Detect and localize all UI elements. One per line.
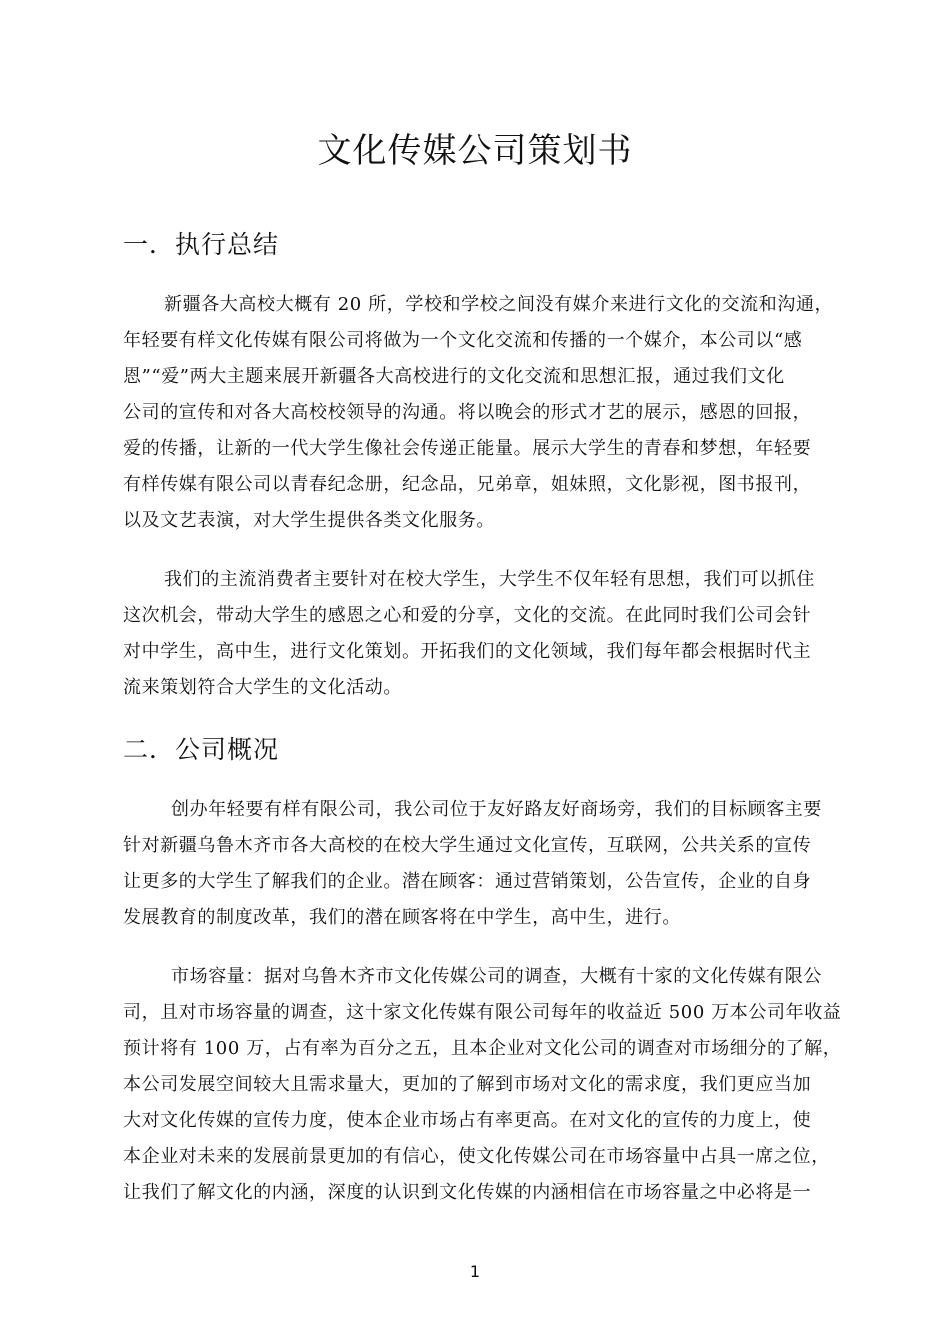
paragraph-line: 这次机会，带动大学生的感恩之心和爱的分享，文化的交流。在此同时我们公司会针 bbox=[123, 605, 812, 626]
paragraph-line: 创办年轻要有样有限公司，我公司位于友好路友好商场旁，我们的目标顾客主要 bbox=[171, 799, 822, 820]
paragraph-line: 发展教育的制度改革，我们的潜在顾客将在中学生，高中生，进行。 bbox=[123, 907, 681, 928]
paragraph-line: 市场容量：据对乌鲁木齐市文化传媒公司的调查，大概有十家的文化传媒有限公 bbox=[171, 966, 822, 987]
section-heading-executive-summary: 一．执行总结 bbox=[123, 230, 280, 259]
paragraph-line: 针对新疆乌鲁木齐市各大高校的在校大学生通过文化宣传，互联网，公共关系的宣传 bbox=[123, 835, 812, 856]
document-title: 文化传媒公司策划书 bbox=[317, 131, 633, 171]
paragraph-line: 恩”“爱”两大主题来展开新疆各大高校进行的文化交流和思想汇报，通过我们文化 bbox=[123, 366, 785, 387]
paragraph-line: 我们的主流消费者主要针对在校大学生，大学生不仅年轻有思想，我们可以抓住 bbox=[164, 569, 815, 590]
paragraph-line: 以及文艺表演，对大学生提供各类文化服务。 bbox=[123, 510, 495, 531]
paragraph-line: 大对文化传媒的宣传力度，使本企业市场占有率更高。在对文化的宣传的力度上，使 bbox=[123, 1110, 812, 1131]
paragraph-line: 新疆各大高校大概有 20 所，学校和学校之间没有媒介来进行文化的交流和沟通， bbox=[164, 294, 834, 315]
paragraph-line: 有样传媒有限公司以青春纪念册，纪念品，兄弟章，姐妹照，文化影视，图书报刊， bbox=[123, 474, 812, 495]
paragraph-line: 对中学生，高中生，进行文化策划。开拓我们的文化领域，我们每年都会根据时代主 bbox=[123, 641, 812, 662]
paragraph-line: 本公司发展空间较大且需求量大，更加的了解到市场对文化的需求度，我们更应当加 bbox=[123, 1074, 812, 1095]
paragraph-line: 爱的传播，让新的一代大学生像社会传递正能量。展示大学生的青春和梦想，年轻要 bbox=[123, 438, 812, 459]
section-heading-company-overview: 二．公司概况 bbox=[123, 735, 280, 764]
paragraph-line: 让我们了解文化的内涵，深度的认识到文化传媒的内涵相信在市场容量之中必将是一 bbox=[123, 1182, 812, 1203]
paragraph-line: 让更多的大学生了解我们的企业。潜在顾客：通过营销策划，公告宣传，企业的自身 bbox=[123, 871, 812, 892]
paragraph-line: 预计将有 100 万，占有率为百分之五，且本企业对文化公司的调查对市场细分的了解， bbox=[123, 1038, 842, 1059]
page-number: 1 bbox=[469, 1262, 481, 1281]
paragraph-line: 司，且对市场容量的调查，这十家文化传媒有限公司每年的收益近 500 万本公司年收益 bbox=[123, 1002, 842, 1023]
paragraph-line: 公司的宣传和对各大高校校领导的沟通。将以晚会的形式才艺的展示，感恩的回报， bbox=[123, 402, 812, 423]
paragraph-line: 年轻要有样文化传媒有限公司将做为一个文化交流和传播的一个媒介，本公司以“感 bbox=[123, 330, 803, 351]
paragraph-line: 本企业对未来的发展前景更加的有信心，使文化传媒公司在市场容量中占具一席之位， bbox=[123, 1146, 830, 1167]
paragraph-line: 流来策划符合大学生的文化活动。 bbox=[123, 677, 402, 698]
